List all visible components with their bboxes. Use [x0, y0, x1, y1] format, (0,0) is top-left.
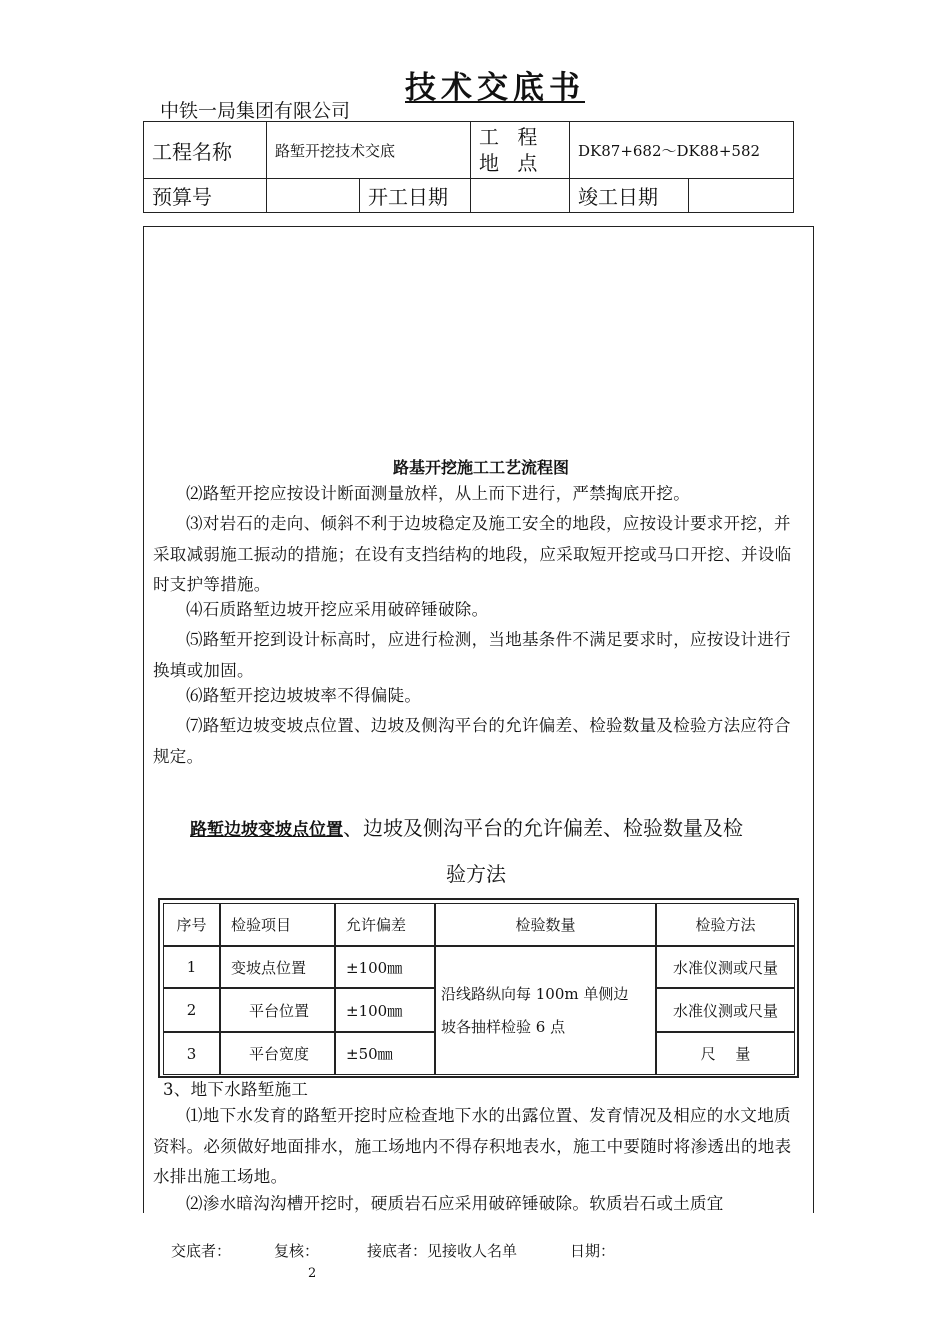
inspection-table [158, 898, 799, 1078]
row-1-method: 水准仪测或尺量 [656, 946, 795, 988]
row-3-item: 平台宽度 [220, 1032, 335, 1075]
paragraph-6-text: ⑹路堑开挖边坡坡率不得偏陡。 [186, 686, 422, 705]
page-number: 2 [308, 1266, 317, 1281]
start-date-label: 开工日期 [360, 179, 471, 213]
row-2-tolerance: ±100㎜ [335, 988, 435, 1032]
footer-receiver: 接底者：见接收人名单 [367, 1242, 518, 1260]
table-title-line2: 验方法 [446, 862, 506, 886]
th-item: 检验项目 [220, 903, 335, 946]
end-date-label: 竣工日期 [570, 179, 689, 213]
paragraph-3 [153, 509, 805, 601]
row-3-tolerance: ±50㎜ [335, 1032, 435, 1075]
paragraph-q2 [153, 1189, 805, 1213]
paragraph-5-text: ⑸路堑开挖到设计标高时，应进行检测，当地基条件不满足要求时，应按设计进行换填或加固。 [153, 630, 791, 680]
table-title-rest: 、边坡及侧沟平台的允许偏差、检验数量及检 [343, 816, 743, 840]
quantity-line-1: 沿线路纵向每 100m 单侧边 [441, 984, 629, 1003]
budget-value [267, 179, 360, 213]
company-name: 中铁一局集团有限公司 [160, 100, 351, 122]
table-title-bold: 路堑边坡变坡点位置 [190, 820, 343, 840]
paragraph-5 [153, 625, 805, 686]
document-title: 技术交底书 [405, 70, 585, 106]
flow-chart-title: 路基开挖施工工艺流程图 [393, 458, 570, 477]
th-index: 序号 [163, 903, 220, 946]
row-2-method: 水准仪测或尺量 [656, 988, 795, 1032]
row-2-item: 平台位置 [220, 988, 335, 1032]
footer-date: 日期： [570, 1242, 616, 1260]
paragraph-6 [153, 681, 805, 712]
paragraph-3-text: ⑶对岩石的走向、倾斜不利于边坡稳定及施工安全的地段，应按设计要求开挖，并采取减弱施工振动的措施；在设有支挡结构的地段，应采取短开挖或马口开挖、并设临时支护等措施。 [153, 514, 792, 594]
paragraph-4 [153, 595, 805, 626]
row-3-index: 3 [163, 1032, 220, 1075]
paragraph-2-text: ⑵路堑开挖应按设计断面测量放样，从上而下进行，严禁掏底开挖。 [186, 484, 690, 503]
row-3-method: 尺 量 [656, 1032, 795, 1075]
project-name-label: 工程名称 [144, 122, 267, 179]
location-value: DK87+682～DK88+582 [570, 122, 794, 179]
location-label: 工 程 地 点 [471, 122, 570, 179]
paragraph-4-text: ⑷石质路堑边坡开挖应采用破碎锤破除。 [186, 600, 489, 619]
row-1-index: 1 [163, 946, 220, 988]
budget-label: 预算号 [144, 179, 267, 213]
header-table [143, 121, 794, 213]
paragraph-2 [153, 479, 805, 510]
footer-review: 复核： [274, 1242, 320, 1260]
row-1-item: 变坡点位置 [220, 946, 335, 988]
paragraph-q2-text: ⑵渗水暗沟沟槽开挖时，硬质岩石应采用破碎锤破除。软质岩石或土质宜 [186, 1194, 724, 1213]
paragraph-q1 [153, 1101, 805, 1193]
start-date-value [471, 179, 570, 213]
section-3-heading: 3、地下水路堑施工 [163, 1080, 309, 1099]
footer-handover: 交底者： [171, 1242, 232, 1260]
end-date-value [689, 179, 794, 213]
paragraph-7 [153, 711, 805, 772]
th-tolerance: 允许偏差 [335, 903, 435, 946]
quantity-merged-cell [435, 946, 656, 1075]
paragraph-7-text: ⑺路堑边坡变坡点位置、边坡及侧沟平台的允许偏差、检验数量及检验方法应符合规定。 [153, 716, 791, 766]
row-1-tolerance: ±100㎜ [335, 946, 435, 988]
quantity-line-2: 坡各抽样检验 6 点 [441, 1017, 566, 1036]
project-name-value: 路堑开挖技术交底 [267, 122, 471, 179]
paragraph-q1-text: ⑴地下水发育的路堑开挖时应检查地下水的出露位置、发育情况及相应的水文地质资料。必须做好地面排水，施工场地内不得存积地表水，施工中要随时将渗透出的地表水排出施工场地。 [153, 1106, 792, 1186]
th-method: 检验方法 [656, 903, 795, 946]
row-2-index: 2 [163, 988, 220, 1032]
table-title [190, 812, 743, 841]
th-quantity: 检验数量 [435, 903, 656, 946]
